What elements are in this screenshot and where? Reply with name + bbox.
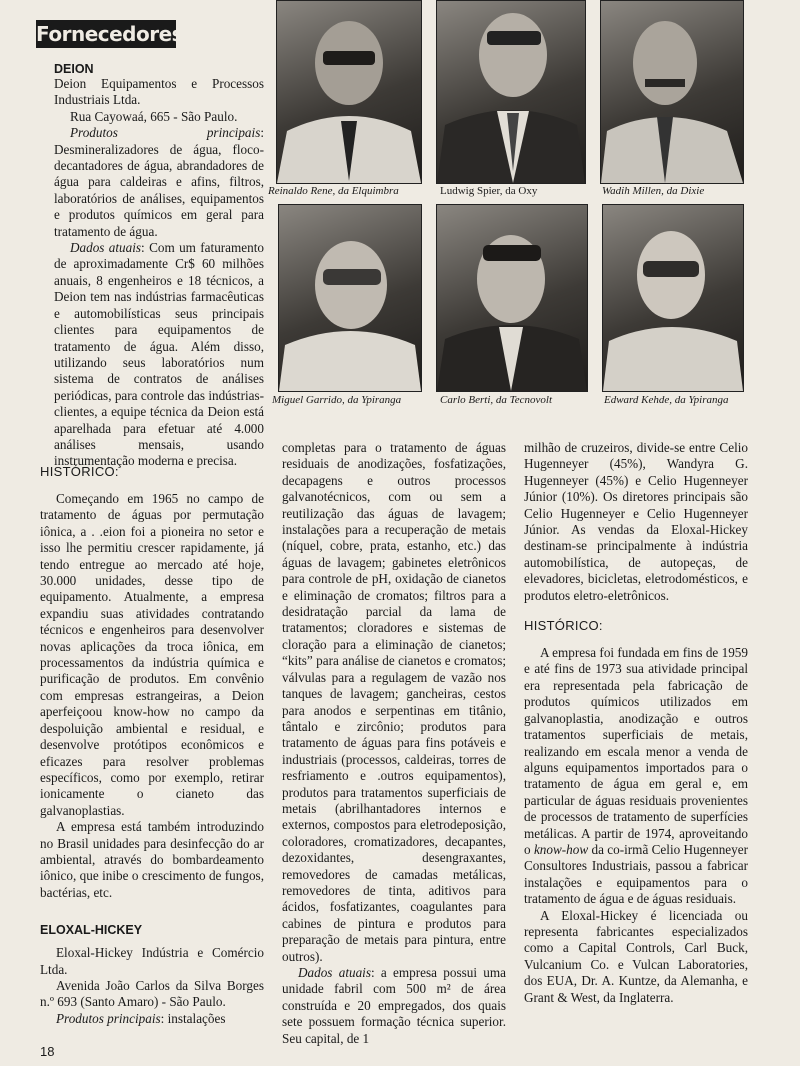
portrait-figure-icon bbox=[603, 205, 743, 391]
paragraph: A empresa está também introduzindo no Brasil unidades para desinfecção do ar ambiental, através do bombardeamento iônico, que inibe o crescimento de fungos, bactérias, etc. bbox=[40, 819, 264, 900]
portrait-photo-6 bbox=[602, 204, 744, 392]
portrait-photo-3 bbox=[600, 0, 744, 184]
paragraph-text: : a empresa possui uma unidade fabril com 500 m² de área construída e 20 empregados, dos quais sete possuem formação técnica superior. Seu capital, de 1 bbox=[282, 965, 506, 1046]
eloxal-historico-text bbox=[524, 645, 748, 1006]
paragraph bbox=[524, 645, 748, 908]
historico-heading: HISTÓRICO: bbox=[40, 464, 119, 479]
paragraph bbox=[54, 125, 264, 240]
portrait-figure-icon bbox=[437, 1, 585, 183]
paragraph bbox=[54, 240, 264, 470]
deion-historico-section bbox=[40, 464, 264, 1027]
paragraph-text: : instalações bbox=[160, 1010, 226, 1026]
photo-caption-5: Carlo Berti, da Tecnovolt bbox=[440, 394, 553, 406]
italic-term: know-how bbox=[533, 841, 589, 857]
label: Dados atuais bbox=[298, 965, 371, 980]
paragraph bbox=[40, 1011, 264, 1027]
portrait-photo-2 bbox=[436, 0, 586, 184]
column-3 bbox=[524, 440, 748, 1006]
portrait-photo-5 bbox=[436, 204, 588, 392]
company-heading-deion: DEION bbox=[54, 62, 94, 76]
paragraph bbox=[282, 965, 506, 1047]
paragraph: Avenida João Carlos da Silva Borges n.º 693 (Santo Amaro) - São Paulo. bbox=[40, 977, 264, 1010]
paragraph-text: da co-irmã Celio Hugenneyer Consultores Industriais, passou a fabricar instalações e equipamentos para o tratamento de água e de águas residuais. bbox=[524, 841, 748, 907]
paragraph-text: : Com um faturamento de aproximadamente Cr$ 60 milhões anuais, 8 engenheiros e 18 técnicos, a Deion tem nas indústrias farmacêuticas e automobilísticas seus principais clientes para equipamentos de tratamento de água. Além disso, utilizando seus laboratórios num sistema de contratos de análises periódicas, para controle das indústrias-clientes, a equipe técnica da Deion está aparelhada para efetuar até 4.000 análises mensais, usando instrumentação moderna e precisa. bbox=[54, 240, 264, 469]
paragraph: milhão de cruzeiros, divide-se entre Celio Hugenneyer (45%), Wandyra G. Hugenneyer (45%) e Celio Hugenneyer Júnior (10%). Os diretores principais são Celio Hugenneyer e Celio Hugenneyer Júnior. As vendas da Eloxal-Hickey destinam-se principalmente à indústria automobilística, de autopeças, de elevadores, bicicletas, eletrodomésticos, e produtos eletro-eletrônicos. bbox=[524, 440, 748, 603]
page-number: 18 bbox=[40, 1044, 55, 1059]
paragraph-text: : Desmineralizadores de água, floco-decantadores de água, abrandadores de água para caldeiras e afins, filtros, laboratórios de análises, equipamentos e produtos químicos em geral para tratamento de água. bbox=[54, 125, 264, 239]
photo-caption-3: Wadih Millen, da Dixie bbox=[602, 185, 705, 197]
label: Produtos principais bbox=[70, 125, 261, 141]
paragraph-text: A empresa foi fundada em fins de 1959 e até fins de 1973 sua atividade principal era representada pela fabricação de produtos químicos utilizados em galvanoplastia, anodização e outros tratamentos superficiais de metais, realizando em escala menor a venda de alguns equipamentos importados para o tratamento de água em geral e, em particular de águas residuais provenientes de processos de tratamento de superfícies metálicas. A partir de 1974, aproveitando o bbox=[524, 645, 748, 857]
portrait-photo-4 bbox=[278, 204, 422, 392]
deion-historico-text bbox=[40, 491, 264, 901]
paragraph: Rua Cayowaá, 665 - São Paulo. bbox=[70, 108, 238, 124]
company-heading-eloxal: ELOXAL-HICKEY bbox=[40, 923, 143, 938]
historico-heading: HISTÓRICO: bbox=[524, 618, 603, 634]
portrait-photo-1 bbox=[276, 0, 422, 184]
photo-caption-2: Ludwig Spier, da Oxy bbox=[440, 185, 538, 197]
portrait-figure-icon bbox=[277, 1, 421, 183]
deion-section bbox=[54, 62, 264, 470]
portrait-figure-icon bbox=[279, 205, 421, 391]
column-3-text bbox=[524, 440, 748, 604]
photo-caption-6: Edward Kehde, da Ypiranga bbox=[604, 394, 729, 406]
paragraph: Começando em 1965 no campo de tratamento de águas por permutação iônica, a . .eion foi a pioneira no setor e isso lhe permitiu crescer rapidamente, já tendo entregue ao mercado até hoje, 30.000 unidades, desse tipo de equipamento. Atualmente, a empresa expandiu suas atividades contratando técnicos e engenheiros para desenvolver novas aplicações da troca iônica, em processamentos da indústria química e purificação de produtos. Em convênio com empresas estrangeiras, a Deion aperfeiçoou know-how no campo da despoluição ambiental e residual, e desenvolve protótipos econômicos e eficazes para resolver problemas específicos, como por exemplo, retirar ionicamente o cianeto das galvanoplastias. bbox=[40, 491, 264, 818]
paragraph: completas para o tratamento de águas residuais de anodizações, fosfatizações, decapagens e outros processos galvanotécnicos, com ou sem a reutilização das águas de lavagem; instalações para a recuperação de metais (níquel, cobre, prata, estanho, etc.) das águas de lavagem; gabinetes eletrônicos para controle de pH, oxidação de cianetos e eliminação de cromatos; filtros para a desidratação parcial da lama de tratamentos; cloradores e sistemas de cloração para a eliminação de cianetos; “kits” para análise de cianetos e cromatos; válvulas para a regulagem de vazão nos tanques de lavagem; gancheiras, cestos para anodos e serpentinas em titânio, tântalo e zircônio; produtos para tratamento de águas para fins potáveis e industriais (processos, caldeiras, torres de resfriamento e .outros equipamentos), produtos para tratamentos superficiais de metais (abrilhantadores internos e externos, compostos para eletrodeposição, coloradores, cromatizadores, decapantes, dezoxidantes, desengraxantes, removedores de camadas metálicas, removedores de tinta, aditivos para ácidos, fosfatizantes, coagulantes para cabines de pintura e produtos para preparação de metais para pintura, entre outros). bbox=[282, 440, 506, 964]
paragraph: Eloxal-Hickey Indústria e Comércio Ltda. bbox=[40, 945, 264, 977]
paragraph: A Eloxal-Hickey é licenciada ou representa fabricantes especializados como a Capital Controls, Carl Buck, Vulcanium Co. e Vulcan Laboratories, dos EUA, Dr. A. Kuntze, da Alemanha, e Grant & West, da Inglaterra. bbox=[524, 907, 748, 1005]
label: Dados atuais bbox=[70, 240, 142, 256]
section-title: Fornecedores bbox=[36, 22, 184, 46]
column-2-text bbox=[282, 440, 506, 1047]
portrait-figure-icon bbox=[601, 1, 743, 183]
eloxal-text bbox=[40, 945, 264, 1027]
portrait-figure-icon bbox=[437, 205, 587, 391]
photo-caption-4: Miguel Garrido, da Ypiranga bbox=[272, 394, 402, 406]
photo-caption-1: Reinaldo Rene, da Elquimbra bbox=[268, 185, 399, 197]
label: Produtos principais bbox=[56, 1010, 161, 1026]
paragraph: Deion Equipamentos e Processos Industriais Ltda. bbox=[54, 76, 264, 108]
deion-text bbox=[54, 76, 264, 470]
